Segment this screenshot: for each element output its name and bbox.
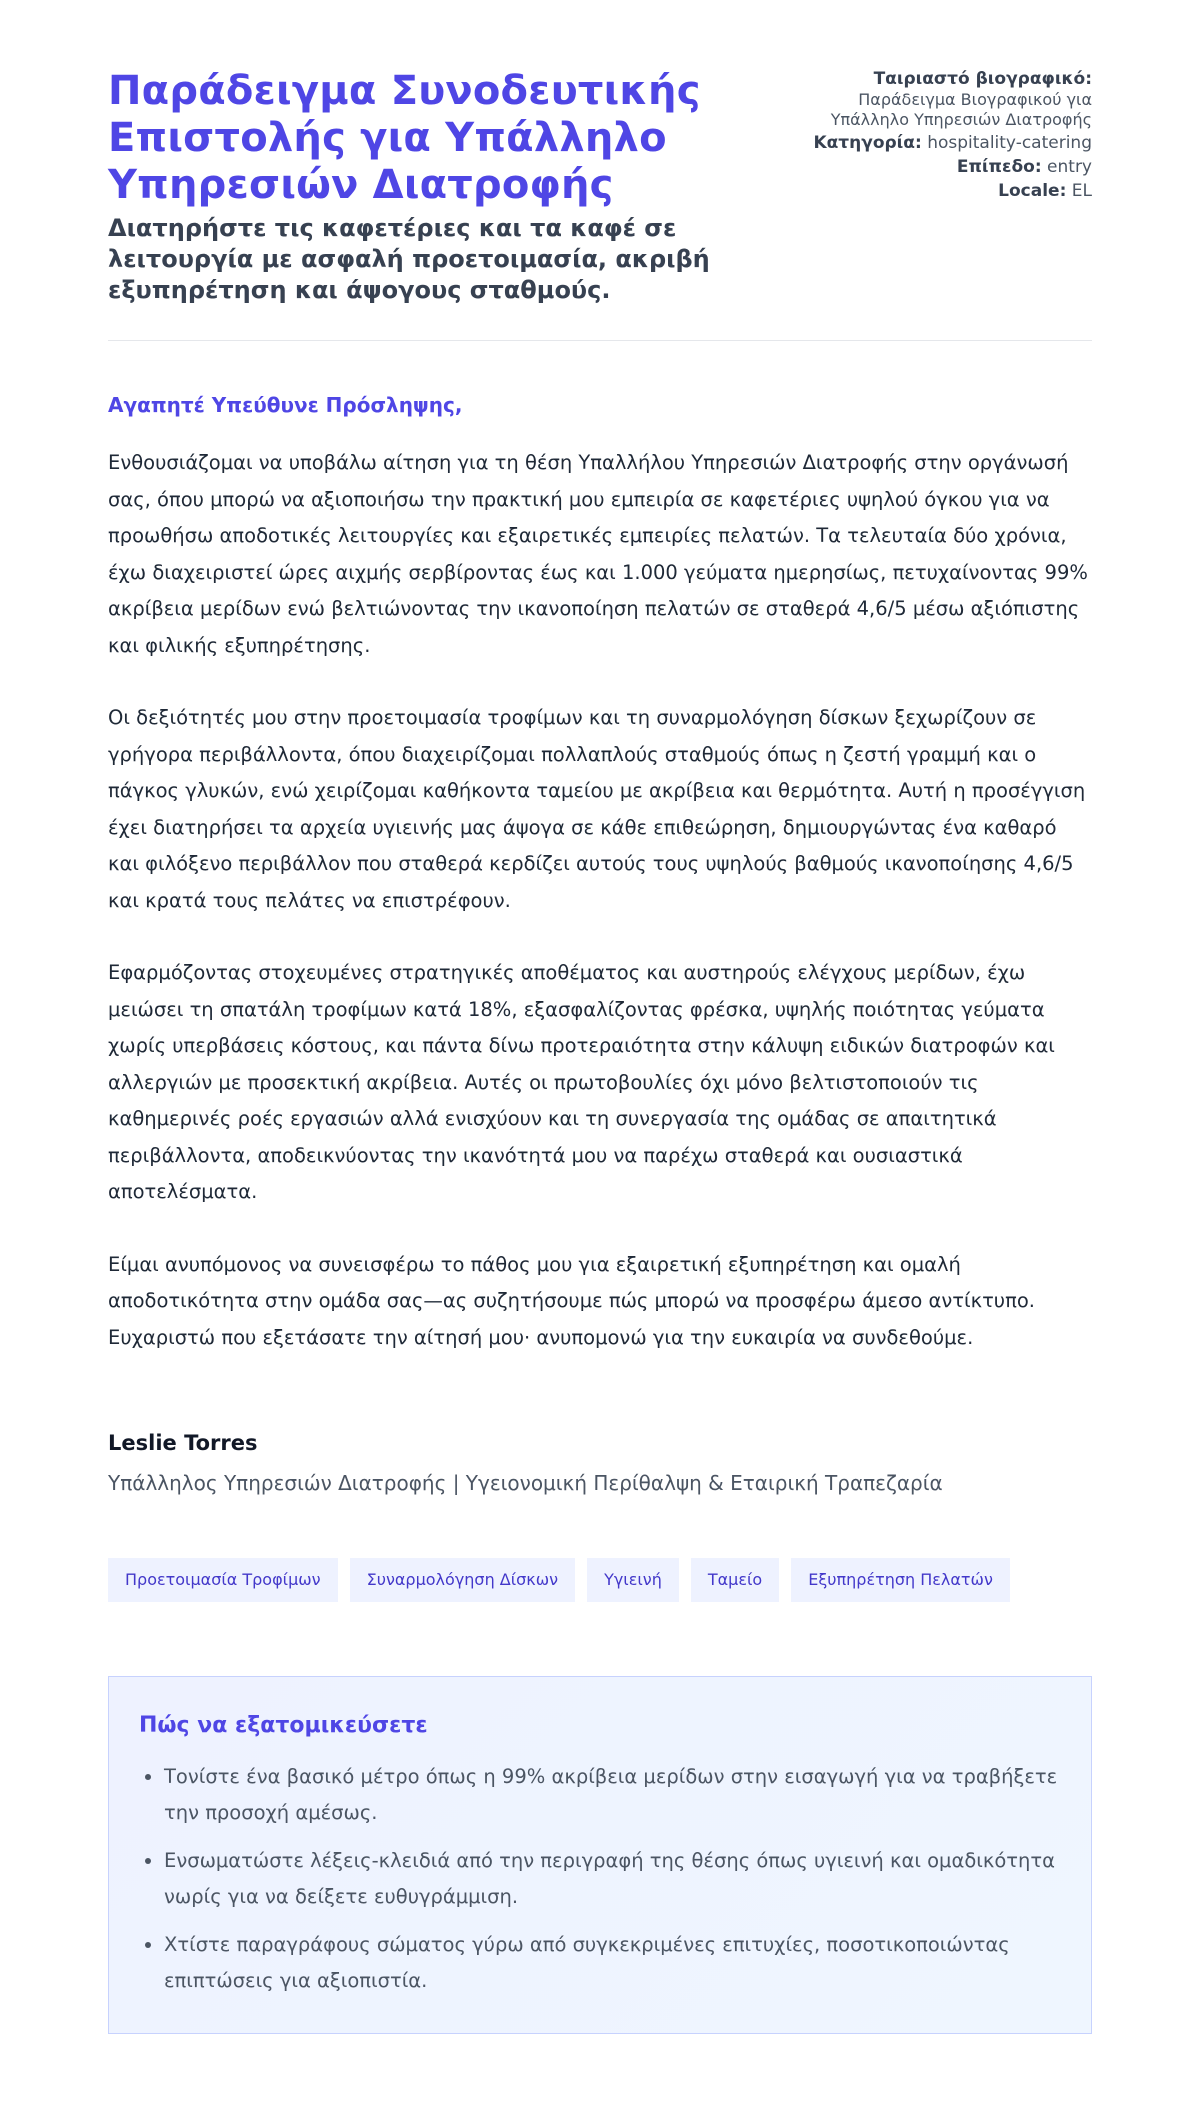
page-header	[108, 68, 1092, 341]
skill-tag: Υγιεινή	[587, 1558, 679, 1602]
skill-tag: Συναρμολόγηση Δίσκων	[350, 1558, 575, 1602]
meta-category-label: Κατηγορία:	[813, 133, 922, 153]
signature-block	[108, 1428, 1092, 1498]
skill-tag: Προετοιμασία Τροφίμων	[108, 1558, 338, 1602]
letter-body	[108, 391, 1092, 1356]
letter-paragraph: Εφαρμόζοντας στοχευμένες στρατηγικές αποθέματος και αυστηρούς ελέγχους μερίδων, έχω μειώσει τη σπατάλη τροφίμων κατά 18%, εξασφαλίζοντας φρέσκα, υψηλής ποιότητας γεύματα χωρίς υπερβάσεις κόστους, και πάντα δίνω προτεραιότητα στην κάλυψη ειδικών διατροφών και αλλεργιών με προσεκτική ακρίβεια. Αυτές οι πρωτοβουλίες όχι μόνο βελτιστοποιούν τις καθημερινές ροές εργασιών αλλά ενισχύουν και τη συνεργασία της ομάδας σε απαιτητικά περιβάλλοντα, αποδεικνύοντας την ικανότητά μου να παρέχω σταθερά και ουσιαστικά αποτελέσματα.	[108, 961, 1055, 1203]
customization-tips-box	[108, 1676, 1092, 2034]
meta-resume	[792, 68, 1092, 130]
tips-title: Πώς να εξατομικεύσετε	[139, 1713, 428, 1738]
signature-title: Υπάλληλος Υπηρεσιών Διατροφής | Υγειονομική Περίθαλψη & Εταιρική Τραπεζαρία	[108, 1471, 943, 1495]
meta-level-value: entry	[1047, 157, 1092, 177]
letter-greeting: Αγαπητέ Υπεύθυνε Πρόσληψης,	[108, 393, 463, 417]
tips-list	[139, 1759, 1061, 1999]
tip-item: • Χτίστε παραγράφους σώματος γύρω από συγκεκριμένες επιτυχίες, ποσοτικοποιώντας επιπτώσεις για αξιοπιστία.	[164, 1927, 1061, 1999]
letter-paragraph: Ενθουσιάζομαι να υποβάλω αίτηση για τη θέση Υπαλλήλου Υπηρεσιών Διατροφής στην οργάνωσή σας, όπου μπορώ να αξιοποιήσω την πρακτική μου εμπειρία σε καφετέριες υψηλού όγκου για να προωθήσω αποδοτικές λειτουργίες και εξαιρετικές εμπειρίες πελατών. Τα τελευταία δύο χρόνια, έχω διαχειριστεί ώρες αιχμής σερβίροντας έως και 1.000 γεύματα ημερησίως, πετυχαίνοντας 99% ακρίβεια μερίδων ενώ βελτιώνοντας την ικανοποίηση πελατών σε σταθερά 4,6/5 μέσω αξιόπιστης και φιλικής εξυπηρέτησης.	[108, 451, 1088, 657]
tip-item: • Ενσωματώστε λέξεις-κλειδιά από την περιγραφή της θέσης όπως υγιεινή και ομαδικότητα νωρίς για να δείξετε ευθυγράμμιση.	[164, 1843, 1061, 1915]
meta-category-value: hospitality-catering	[927, 133, 1092, 153]
meta-locale	[792, 180, 1092, 202]
tip-item: • Τονίστε ένα βασικό μέτρο όπως η 99% ακρίβεια μερίδων στην εισαγωγή για να τραβήξετε την προσοχή αμέσως.	[164, 1759, 1061, 1831]
skill-tag: Ταμείο	[691, 1558, 779, 1602]
meta-category	[792, 132, 1092, 154]
page-subtitle: Διατηρήστε τις καφετέριες και τα καφέ σε λειτουργία με ασφαλή προετοιμασία, ακριβή εξυπηρέτηση και άψογους σταθμούς.	[108, 214, 710, 304]
meta-level	[792, 156, 1092, 178]
skill-tag: Εξυπηρέτηση Πελατών	[791, 1558, 1010, 1602]
header-titles	[108, 68, 768, 306]
meta-locale-value: EL	[1071, 181, 1092, 201]
letter-paragraph: Οι δεξιότητές μου στην προετοιμασία τροφίμων και τη συναρμολόγηση δίσκων ξεχωρίζουν σε γρήγορα περιβάλλοντα, όπου διαχειρίζομαι πολλαπλούς σταθμούς όπως η ζεστή γραμμή και ο πάγκος γλυκών, ενώ χειρίζομαι καθήκοντα ταμείου με ακρίβεια και θερμότητα. Αυτή η προσέγγιση έχει διατηρήσει τα αρχεία υγιεινής μας άψογα σε κάθε επιθεώρηση, δημιουργώντας ένα καθαρό και φιλόξενο περιβάλλον που σταθερά κερδίζει αυτούς τους υψηλούς βαθμούς ικανοποίησης 4,6/5 και κρατά τους πελάτες να επιστρέφουν.	[108, 706, 1086, 912]
page-title: Παράδειγμα Συνοδευτικής Επιστολής για Υπάλληλο Υπηρεσιών Διατροφής	[108, 68, 701, 208]
meta-panel	[792, 68, 1092, 204]
skill-tags	[108, 1558, 1092, 1602]
meta-resume-label: Ταιριαστό βιογραφικό:	[873, 69, 1092, 89]
meta-locale-label: Locale:	[998, 181, 1067, 201]
letter-paragraph: Είμαι ανυπόμονος να συνεισφέρω το πάθος μου για εξαιρετική εξυπηρέτηση και ομαλή αποδοτικότητα στην ομάδα σας—ας συζητήσουμε πώς μπορώ να προσφέρω άμεσο αντίκτυπο. Ευχαριστώ που εξετάσατε την αίτησή μου· ανυπομονώ για την ευκαιρία να συνδεθούμε.	[108, 1252, 1035, 1349]
meta-level-label: Επίπεδο:	[956, 157, 1042, 177]
signature-name: Leslie Torres	[108, 1431, 258, 1455]
meta-resume-value: Παράδειγμα Βιογραφικού για Υπάλληλο Υπηρεσιών Διατροφής	[830, 90, 1092, 129]
